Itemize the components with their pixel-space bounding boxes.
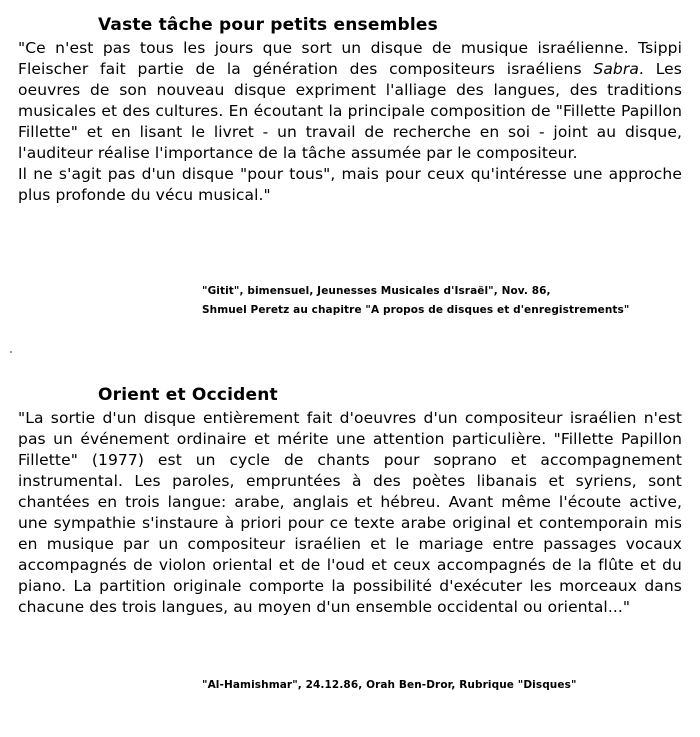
review-italic-term: Sabra: [593, 60, 639, 78]
citation-line: Shmuel Peretz au chapitre "A propos de disques et d'enregistrements": [202, 304, 630, 316]
citation-line: "Gitit", bimensuel, Jeunesses Musicales d'Israël", Nov. 86,: [202, 285, 551, 297]
review-title: Vaste tâche pour petits ensembles: [98, 15, 438, 35]
review-paragraph: [18, 38, 682, 164]
review-paragraph: Il ne s'agit pas d'un disque "pour tous", mais pour ceux qu'intéresse une approche plus profonde du vécu musical.": [18, 165, 682, 204]
review-orient-occident: [18, 384, 682, 618]
citation-line: "Al-Hamishmar", 24.12.86, Orah Ben-Dror, Rubrique "Disques": [202, 679, 577, 691]
review-citation: [202, 676, 577, 695]
scan-speck: [10, 351, 12, 353]
review-text: "Ce n'est pas tous les jours que sort un disque de musique israélienne. Tsippi Fleischer fait partie de la génération des compositeurs israéliens: [18, 39, 682, 78]
review-citation: [202, 282, 629, 320]
review-paragraph: "La sortie d'un disque entièrement fait d'oeuvres d'un compositeur israélien n'est pas un événement ordinaire et mérite une attention particulière. "Fillette Papillon Fillette" (1977) est un cycle de chants pour soprano et accompagnement instrumental. Les paroles, empruntées à des poètes libanais et syriens, sont chantées en trois langue: arabe, anglais et hébreu. Avant même l'écoute active, une sympathie s'instaure à priori pour ce texte arabe original et contemporain mis en musique par un compositeur israélien et le mariage entre passages vocaux accompagnés de violon oriental et de l'oud et ceux accompagnés de la flûte et du piano. La partition originale comporte la possibilité d'exécuter les morceaux dans chacune des trois langues, au moyen d'un ensemble occidental ou oriental...": [18, 409, 682, 616]
review-vaste-tache: [18, 14, 682, 206]
review-title: Orient et Occident: [98, 385, 278, 405]
review-text: . Les oeuvres de son nouveau disque expriment l'alliage des langues, des traditions musicales et des cultures. En écoutant la principale composition de "Fillette Papillon Fillette" et en lisant le livret - un travail de recherche en soi - joint au disque, l'auditeur réalise l'importance de la tâche assumée par le compositeur.: [18, 60, 682, 162]
